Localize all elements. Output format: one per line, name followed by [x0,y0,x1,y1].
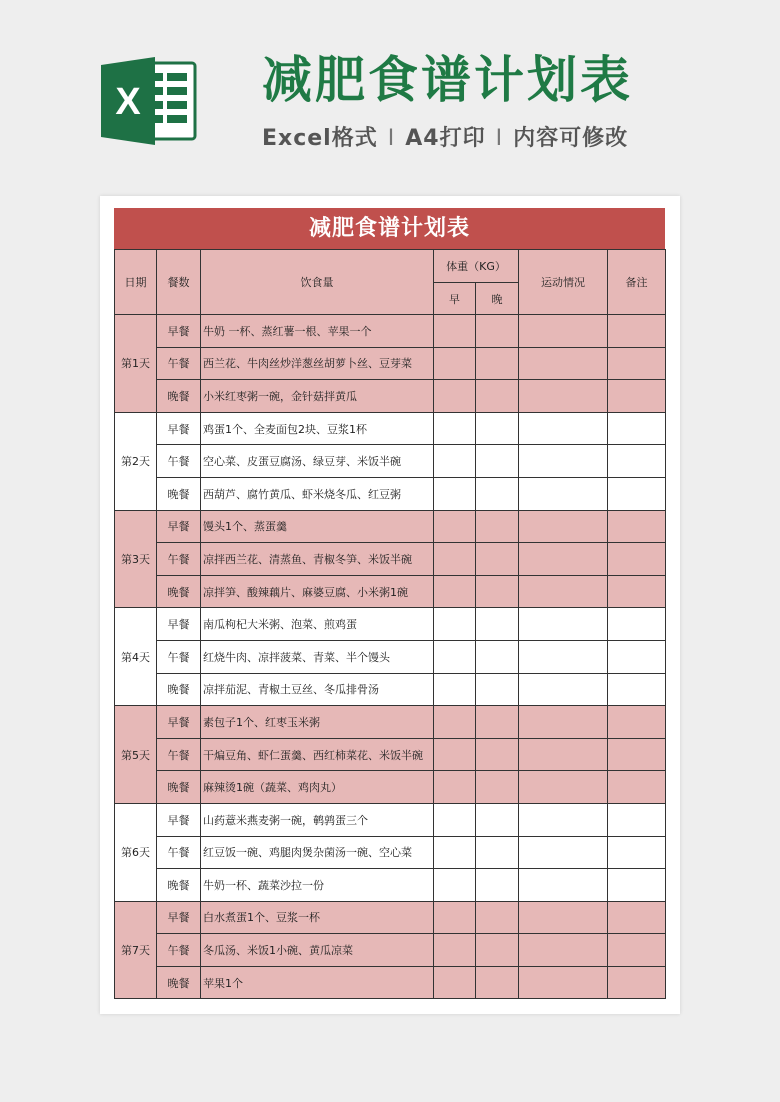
page-title: 减肥食谱计划表 [262,51,633,109]
header-exercise: 运动情况 [519,250,608,315]
weight-morning-cell[interactable] [434,347,476,380]
weight-morning-cell[interactable] [434,575,476,608]
notes-cell[interactable] [608,901,666,934]
meal-cell[interactable]: 午餐 [157,543,201,576]
exercise-cell[interactable] [519,575,608,608]
meal-cell[interactable]: 午餐 [157,445,201,478]
weight-morning-cell[interactable] [434,966,476,999]
notes-cell[interactable] [608,347,666,380]
meal-cell[interactable]: 早餐 [157,901,201,934]
exercise-cell[interactable] [519,803,608,836]
meal-cell[interactable]: 晚餐 [157,673,201,706]
weight-morning-cell[interactable] [434,836,476,869]
meal-cell[interactable]: 早餐 [157,510,201,543]
meal-cell[interactable]: 晚餐 [157,380,201,413]
meal-cell[interactable]: 午餐 [157,934,201,967]
weight-evening-cell[interactable] [476,706,519,739]
notes-cell[interactable] [608,608,666,641]
weight-evening-cell[interactable] [476,966,519,999]
header-weight: 体重（KG） [434,250,519,283]
meal-cell[interactable]: 午餐 [157,640,201,673]
exercise-cell[interactable] [519,510,608,543]
notes-cell[interactable] [608,836,666,869]
weight-morning-cell[interactable] [434,380,476,413]
weight-morning-cell[interactable] [434,412,476,445]
excel-logo-icon [101,57,197,145]
weight-evening-cell[interactable] [476,673,519,706]
exercise-cell[interactable] [519,640,608,673]
weight-morning-cell[interactable] [434,934,476,967]
day-label[interactable]: 第1天 [115,315,157,413]
notes-cell[interactable] [608,771,666,804]
table-row [115,771,666,804]
weight-morning-cell[interactable] [434,640,476,673]
header-date: 日期 [115,250,157,315]
notes-cell[interactable] [608,575,666,608]
food-cell[interactable]: 西葫芦、腐竹黄瓜、虾米烧冬瓜、红豆粥 [201,477,434,510]
day-label[interactable]: 第6天 [115,803,157,901]
meal-cell[interactable]: 晚餐 [157,966,201,999]
notes-cell[interactable] [608,412,666,445]
weight-evening-cell[interactable] [476,477,519,510]
food-cell[interactable]: 山药薏米燕麦粥一碗，鹌鹑蛋三个 [201,803,434,836]
header-food: 饮食量 [201,250,434,315]
food-cell[interactable]: 凉拌西兰花、清蒸鱼、青椒冬笋、米饭半碗 [201,543,434,576]
logo-letter: X [115,81,141,123]
weight-morning-cell[interactable] [434,608,476,641]
exercise-cell[interactable] [519,347,608,380]
table-row [115,315,666,348]
subtitle-separator: I [387,126,396,151]
exercise-cell[interactable] [519,673,608,706]
meal-cell[interactable]: 午餐 [157,738,201,771]
weight-evening-cell[interactable] [476,771,519,804]
weight-morning-cell[interactable] [434,771,476,804]
table-row [115,477,666,510]
table-row [115,412,666,445]
notes-cell[interactable] [608,803,666,836]
food-cell[interactable]: 冬瓜汤、米饭1小碗、黄瓜凉菜 [201,934,434,967]
header-meal: 餐数 [157,250,201,315]
food-cell[interactable]: 小米红枣粥一碗，金针菇拌黄瓜 [201,380,434,413]
weight-morning-cell[interactable] [434,673,476,706]
exercise-cell[interactable] [519,869,608,902]
weight-evening-cell[interactable] [476,315,519,348]
notes-cell[interactable] [608,543,666,576]
weight-evening-cell[interactable] [476,445,519,478]
table-row [115,901,666,934]
weight-morning-cell[interactable] [434,315,476,348]
notes-cell[interactable] [608,738,666,771]
exercise-cell[interactable] [519,836,608,869]
exercise-cell[interactable] [519,543,608,576]
subtitle-print: A4打印 [405,126,486,151]
weight-morning-cell[interactable] [434,510,476,543]
food-cell[interactable]: 空心菜、皮蛋豆腐汤、绿豆芽、米饭半碗 [201,445,434,478]
exercise-cell[interactable] [519,380,608,413]
notes-cell[interactable] [608,380,666,413]
weight-morning-cell[interactable] [434,869,476,902]
exercise-cell[interactable] [519,966,608,999]
header-weight-morning: 早 [434,283,476,315]
notes-cell[interactable] [608,934,666,967]
notes-cell[interactable] [608,706,666,739]
meal-cell[interactable]: 早餐 [157,706,201,739]
weight-evening-cell[interactable] [476,347,519,380]
food-cell[interactable]: 麻辣烫1碗（蔬菜、鸡肉丸） [201,771,434,804]
food-cell[interactable]: 红烧牛肉、凉拌菠菜、青菜、半个馒头 [201,640,434,673]
diet-plan-table [114,249,666,999]
table-row [115,869,666,902]
table-row [115,510,666,543]
table-row [115,543,666,576]
weight-evening-cell[interactable] [476,608,519,641]
day-label[interactable]: 第4天 [115,608,157,706]
meal-cell[interactable]: 午餐 [157,836,201,869]
weight-evening-cell[interactable] [476,510,519,543]
exercise-cell[interactable] [519,934,608,967]
table-row [115,836,666,869]
exercise-cell[interactable] [519,738,608,771]
notes-cell[interactable] [608,510,666,543]
table-row [115,706,666,739]
exercise-cell[interactable] [519,315,608,348]
meal-cell[interactable]: 早餐 [157,315,201,348]
notes-cell[interactable] [608,445,666,478]
weight-evening-cell[interactable] [476,543,519,576]
table-row [115,608,666,641]
weight-evening-cell[interactable] [476,738,519,771]
weight-evening-cell[interactable] [476,380,519,413]
meal-cell[interactable]: 晚餐 [157,575,201,608]
food-cell[interactable]: 干煸豆角、虾仁蛋羹、西红柿菜花、米饭半碗 [201,738,434,771]
exercise-cell[interactable] [519,412,608,445]
table-row [115,445,666,478]
notes-cell[interactable] [608,477,666,510]
food-cell[interactable]: 牛奶 一杯、蒸红薯一根、苹果一个 [201,315,434,348]
meal-cell[interactable]: 早餐 [157,412,201,445]
header-notes: 备注 [608,250,666,315]
subtitle-editable: 内容可修改 [513,126,629,151]
table-row [115,640,666,673]
food-cell[interactable]: 馒头1个、蒸蛋羹 [201,510,434,543]
day-label[interactable]: 第2天 [115,412,157,510]
weight-morning-cell[interactable] [434,901,476,934]
table-row [115,934,666,967]
food-cell[interactable]: 牛奶一杯、蔬菜沙拉一份 [201,869,434,902]
diet-plan-sheet [114,208,665,999]
exercise-cell[interactable] [519,477,608,510]
weight-evening-cell[interactable] [476,575,519,608]
weight-morning-cell[interactable] [434,543,476,576]
weight-morning-cell[interactable] [434,738,476,771]
weight-evening-cell[interactable] [476,836,519,869]
weight-evening-cell[interactable] [476,803,519,836]
page-subtitle [262,124,628,154]
notes-cell[interactable] [608,966,666,999]
meal-cell[interactable]: 晚餐 [157,477,201,510]
table-row [115,738,666,771]
food-cell[interactable]: 南瓜枸杞大米粥、泡菜、煎鸡蛋 [201,608,434,641]
meal-cell[interactable]: 晚餐 [157,771,201,804]
table-row [115,347,666,380]
meal-cell[interactable]: 晚餐 [157,869,201,902]
sheet-title: 减肥食谱计划表 [114,208,665,249]
food-cell[interactable]: 苹果1个 [201,966,434,999]
day-label[interactable]: 第7天 [115,901,157,999]
food-cell[interactable]: 白水煮蛋1个、豆浆一杯 [201,901,434,934]
weight-morning-cell[interactable] [434,477,476,510]
weight-evening-cell[interactable] [476,412,519,445]
day-label[interactable]: 第5天 [115,706,157,804]
weight-evening-cell[interactable] [476,640,519,673]
subtitle-separator: I [495,126,504,151]
table-row [115,380,666,413]
weight-morning-cell[interactable] [434,803,476,836]
notes-cell[interactable] [608,640,666,673]
weight-evening-cell[interactable] [476,869,519,902]
exercise-cell[interactable] [519,608,608,641]
meal-cell[interactable]: 午餐 [157,347,201,380]
weight-morning-cell[interactable] [434,706,476,739]
food-cell[interactable]: 红豆饭一碗、鸡腿肉煲杂菌汤一碗、空心菜 [201,836,434,869]
table-row [115,575,666,608]
table-row [115,966,666,999]
notes-cell[interactable] [608,869,666,902]
food-cell[interactable]: 凉拌茄泥、青椒土豆丝、冬瓜排骨汤 [201,673,434,706]
exercise-cell[interactable] [519,706,608,739]
food-cell[interactable]: 素包子1个、红枣玉米粥 [201,706,434,739]
food-cell[interactable]: 鸡蛋1个、全麦面包2块、豆浆1杯 [201,412,434,445]
weight-morning-cell[interactable] [434,445,476,478]
exercise-cell[interactable] [519,901,608,934]
exercise-cell[interactable] [519,771,608,804]
table-row [115,803,666,836]
food-cell[interactable]: 西兰花、牛肉丝炒洋葱丝胡萝卜丝、豆芽菜 [201,347,434,380]
table-row [115,673,666,706]
exercise-cell[interactable] [519,445,608,478]
day-label[interactable]: 第3天 [115,510,157,608]
weight-evening-cell[interactable] [476,901,519,934]
meal-cell[interactable]: 早餐 [157,608,201,641]
header-weight-evening: 晚 [476,283,519,315]
food-cell[interactable]: 凉拌笋、酸辣藕片、麻婆豆腐、小米粥1碗 [201,575,434,608]
subtitle-format: Excel格式 [262,126,378,151]
notes-cell[interactable] [608,673,666,706]
notes-cell[interactable] [608,315,666,348]
meal-cell[interactable]: 早餐 [157,803,201,836]
weight-evening-cell[interactable] [476,934,519,967]
